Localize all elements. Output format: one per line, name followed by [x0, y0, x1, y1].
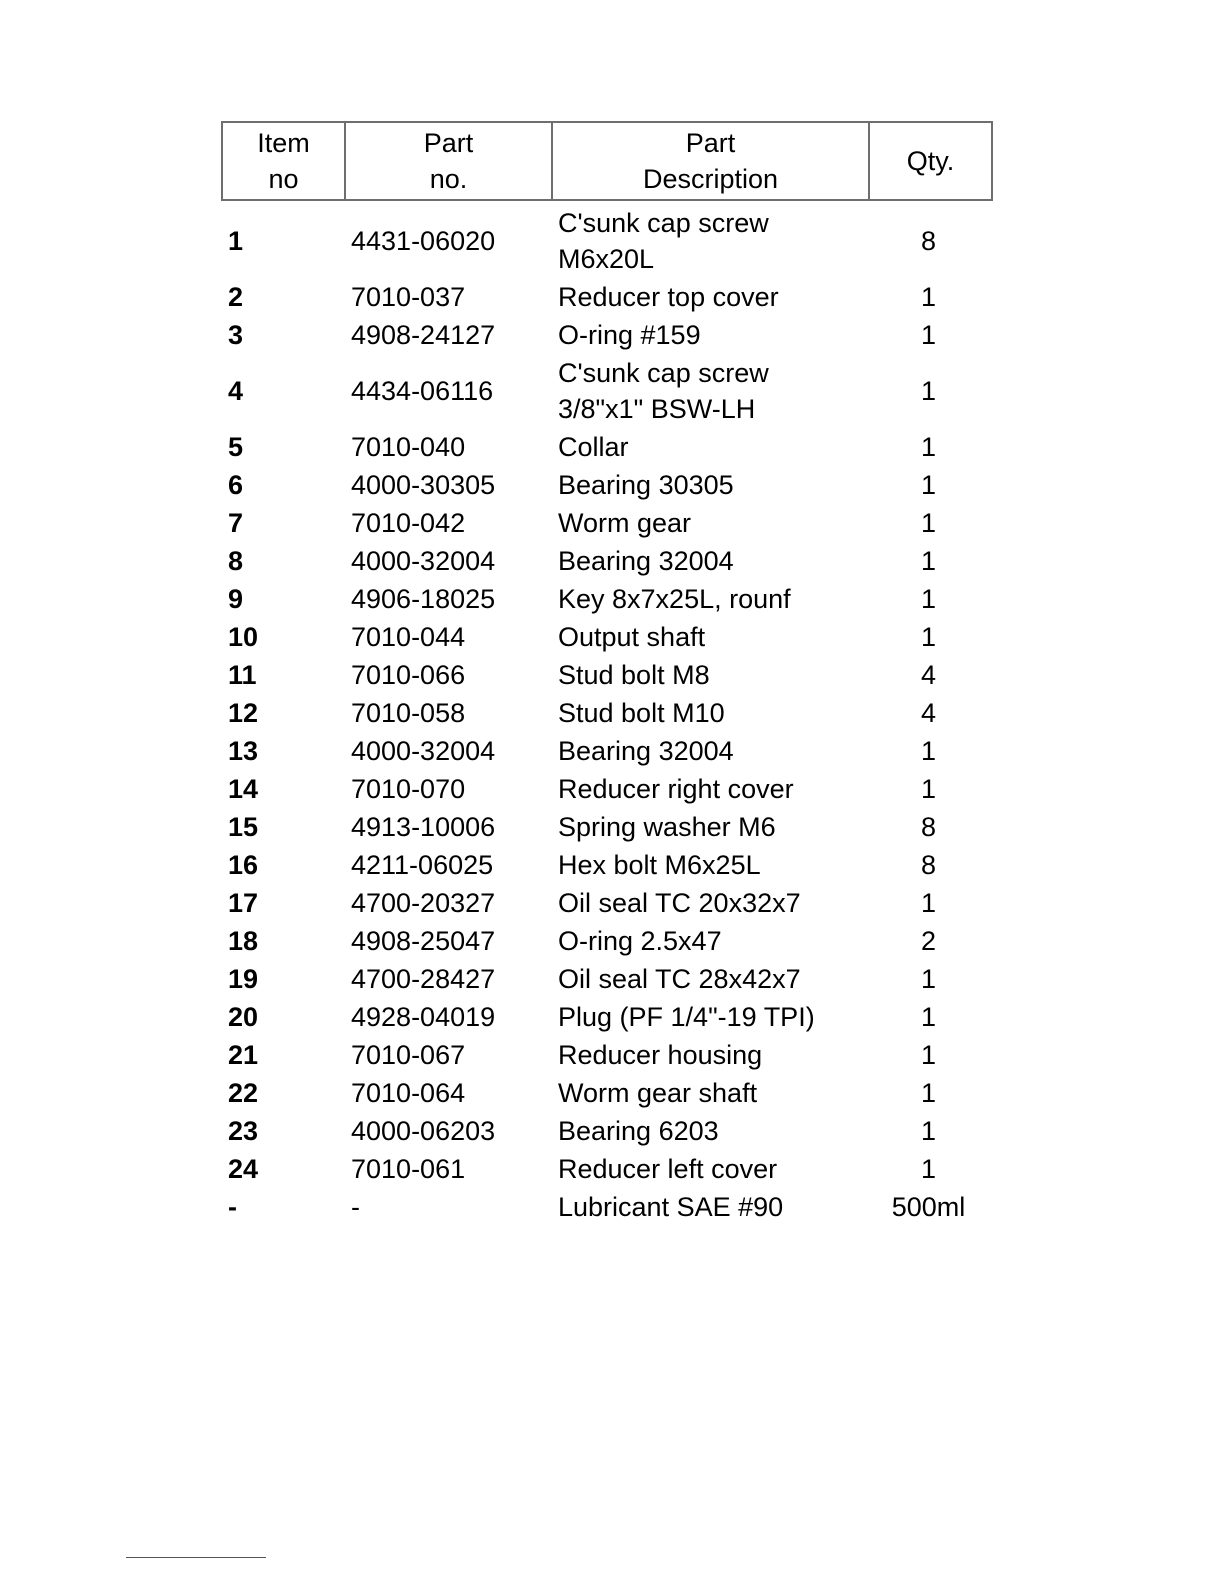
description-cell: [552, 732, 869, 770]
description-line: Spring washer M6: [558, 812, 776, 842]
part-no-cell: 7010-064: [351, 1078, 466, 1108]
description-cell: [552, 1188, 869, 1226]
description-line: O-ring 2.5x47: [558, 926, 722, 956]
header-line: no: [268, 164, 299, 194]
part-no-cell: 4908-25047: [351, 926, 496, 956]
header-line: Qty.: [906, 146, 955, 176]
item-no-cell: 14: [228, 774, 259, 804]
description-cell: [552, 884, 869, 922]
qty-cell: 1: [920, 508, 937, 538]
item-no-cell: 10: [228, 622, 259, 652]
description-cell: [552, 466, 869, 504]
item-no-cell: -: [228, 1192, 237, 1222]
item-no-cell: 16: [228, 850, 259, 880]
description-line: M6x20L: [558, 244, 655, 274]
item-no-cell: 9: [228, 584, 244, 614]
header-part-description: [552, 122, 869, 200]
part-no-cell: 7010-061: [351, 1154, 466, 1184]
description-cell: [552, 770, 869, 808]
description-cell: [552, 316, 869, 354]
part-no-cell: 4000-06203: [351, 1116, 496, 1146]
part-no-cell: 4700-20327: [351, 888, 496, 918]
description-line: Reducer right cover: [558, 774, 794, 804]
table-row: [222, 504, 992, 542]
table-row: [222, 808, 992, 846]
qty-cell: 1: [920, 1078, 937, 1108]
description-cell: [552, 960, 869, 998]
qty-cell: 1: [920, 888, 937, 918]
description-line: C'sunk cap screw: [558, 358, 769, 388]
description-line: O-ring #159: [558, 320, 701, 350]
description-line: Worm gear: [558, 508, 692, 538]
item-no-cell: 15: [228, 812, 259, 842]
description-line: Oil seal TC 28x42x7: [558, 964, 801, 994]
part-no-cell: 4000-30305: [351, 470, 496, 500]
item-no-cell: 5: [228, 432, 244, 462]
description-line: Output shaft: [558, 622, 706, 652]
item-no-cell: 22: [228, 1078, 259, 1108]
description-cell: [552, 428, 869, 466]
part-no-cell: 4928-04019: [351, 1002, 496, 1032]
description-line: Plug (PF 1/4"-19 TPI): [558, 1002, 815, 1032]
description-cell: [552, 504, 869, 542]
qty-cell: 8: [920, 850, 937, 880]
table-row: [222, 618, 992, 656]
item-no-cell: 24: [228, 1154, 259, 1184]
item-no-cell: 12: [228, 698, 259, 728]
description-line: Bearing 6203: [558, 1116, 719, 1146]
qty-cell: 1: [920, 774, 937, 804]
description-line: Bearing 30305: [558, 470, 734, 500]
header-item-no: [222, 122, 345, 200]
part-no-cell: 7010-044: [351, 622, 466, 652]
table-row: [222, 1074, 992, 1112]
table-row: [222, 1150, 992, 1188]
description-line: Reducer top cover: [558, 282, 779, 312]
part-no-cell: 4908-24127: [351, 320, 496, 350]
item-no-cell: 8: [228, 546, 244, 576]
description-cell: [552, 200, 869, 278]
description-cell: [552, 618, 869, 656]
table-row: [222, 466, 992, 504]
qty-cell: 1: [920, 1116, 937, 1146]
parts-list-table: [221, 121, 993, 1226]
table-row: [222, 884, 992, 922]
part-no-cell: 4913-10006: [351, 812, 496, 842]
description-cell: [552, 1112, 869, 1150]
qty-cell: 1: [920, 1002, 937, 1032]
table-header: [222, 122, 992, 200]
qty-cell: 500ml: [891, 1192, 966, 1222]
qty-cell: 8: [920, 812, 937, 842]
table-row: [222, 1112, 992, 1150]
description-cell: [552, 808, 869, 846]
table-row: [222, 998, 992, 1036]
table-row: [222, 960, 992, 998]
description-cell: [552, 694, 869, 732]
description-cell: [552, 354, 869, 428]
item-no-cell: 17: [228, 888, 259, 918]
part-no-cell: 7010-070: [351, 774, 466, 804]
table-row: [222, 770, 992, 808]
description-line: Stud bolt M8: [558, 660, 710, 690]
part-no-cell: 4434-06116: [351, 376, 494, 406]
description-cell: [552, 278, 869, 316]
description-line: Collar: [558, 432, 629, 462]
table-row: [222, 732, 992, 770]
table-row: [222, 354, 992, 428]
description-line: Reducer left cover: [558, 1154, 778, 1184]
description-cell: [552, 922, 869, 960]
table-row: [222, 428, 992, 466]
table-row: [222, 542, 992, 580]
description-line: Stud bolt M10: [558, 698, 725, 728]
description-cell: [552, 1150, 869, 1188]
header-line: Description: [642, 164, 779, 194]
qty-cell: 1: [920, 546, 937, 576]
item-no-cell: 20: [228, 1002, 259, 1032]
qty-cell: 1: [920, 736, 937, 766]
part-no-cell: 4000-32004: [351, 736, 496, 766]
description-line: Bearing 32004: [558, 736, 734, 766]
part-no-cell: 7010-067: [351, 1040, 466, 1070]
description-line: Reducer housing: [558, 1040, 763, 1070]
part-no-cell: 7010-066: [351, 660, 466, 690]
item-no-cell: 7: [228, 508, 244, 538]
table-row: [222, 656, 992, 694]
description-line: Key 8x7x25L, rounf: [558, 584, 791, 614]
qty-cell: 1: [920, 320, 937, 350]
description-cell: [552, 846, 869, 884]
qty-cell: 1: [920, 470, 937, 500]
part-no-cell: 7010-058: [351, 698, 466, 728]
table-row: [222, 580, 992, 618]
table-body: [222, 200, 992, 1226]
qty-cell: 1: [920, 622, 937, 652]
header-qty: [869, 122, 992, 200]
table-row: [222, 846, 992, 884]
item-no-cell: 4: [228, 376, 244, 406]
footnote-divider: [126, 1557, 266, 1558]
part-no-cell: 7010-042: [351, 508, 466, 538]
item-no-cell: 6: [228, 470, 244, 500]
description-cell: [552, 580, 869, 618]
item-no-cell: 1: [228, 226, 244, 256]
table-row: [222, 200, 992, 278]
part-no-cell: -: [351, 1192, 360, 1222]
header-part-no: [345, 122, 552, 200]
header-line: Part: [685, 128, 736, 158]
description-cell: [552, 542, 869, 580]
qty-cell: 8: [920, 226, 937, 256]
item-no-cell: 23: [228, 1116, 259, 1146]
description-line: Lubricant SAE #90: [558, 1192, 784, 1222]
description-cell: [552, 656, 869, 694]
qty-cell: 2: [920, 926, 937, 956]
part-no-cell: 4431-06020: [351, 226, 496, 256]
item-no-cell: 21: [228, 1040, 259, 1070]
description-cell: [552, 1074, 869, 1112]
qty-cell: 4: [920, 698, 937, 728]
part-no-cell: 4700-28427: [351, 964, 496, 994]
qty-cell: 1: [920, 1154, 937, 1184]
header-line: no.: [429, 164, 468, 194]
description-cell: [552, 998, 869, 1036]
description-line: Oil seal TC 20x32x7: [558, 888, 801, 918]
item-no-cell: 3: [228, 320, 244, 350]
qty-cell: 4: [920, 660, 937, 690]
item-no-cell: 18: [228, 926, 259, 956]
item-no-cell: 11: [228, 660, 257, 690]
description-line: Bearing 32004: [558, 546, 734, 576]
item-no-cell: 13: [228, 736, 259, 766]
part-no-cell: 4906-18025: [351, 584, 496, 614]
item-no-cell: 19: [228, 964, 259, 994]
description-line: Hex bolt M6x25L: [558, 850, 761, 880]
qty-cell: 1: [920, 964, 937, 994]
table-row: [222, 922, 992, 960]
description-cell: [552, 1036, 869, 1074]
part-no-cell: 7010-040: [351, 432, 466, 462]
table-row: [222, 278, 992, 316]
description-line: C'sunk cap screw: [558, 208, 769, 238]
part-no-cell: 7010-037: [351, 282, 466, 312]
part-no-cell: 4000-32004: [351, 546, 496, 576]
table-row: [222, 1188, 992, 1226]
qty-cell: 1: [920, 376, 937, 406]
qty-cell: 1: [920, 432, 937, 462]
part-no-cell: 4211-06025: [351, 850, 494, 880]
qty-cell: 1: [920, 584, 937, 614]
item-no-cell: 2: [228, 282, 244, 312]
header-row: [222, 122, 992, 200]
qty-cell: 1: [920, 282, 937, 312]
table-row: [222, 1036, 992, 1074]
header-line: Item: [257, 128, 310, 158]
table-row: [222, 694, 992, 732]
table-row: [222, 316, 992, 354]
header-line: Part: [423, 128, 474, 158]
description-line: 3/8"x1" BSW-LH: [558, 394, 756, 424]
description-line: Worm gear shaft: [558, 1078, 758, 1108]
qty-cell: 1: [920, 1040, 937, 1070]
